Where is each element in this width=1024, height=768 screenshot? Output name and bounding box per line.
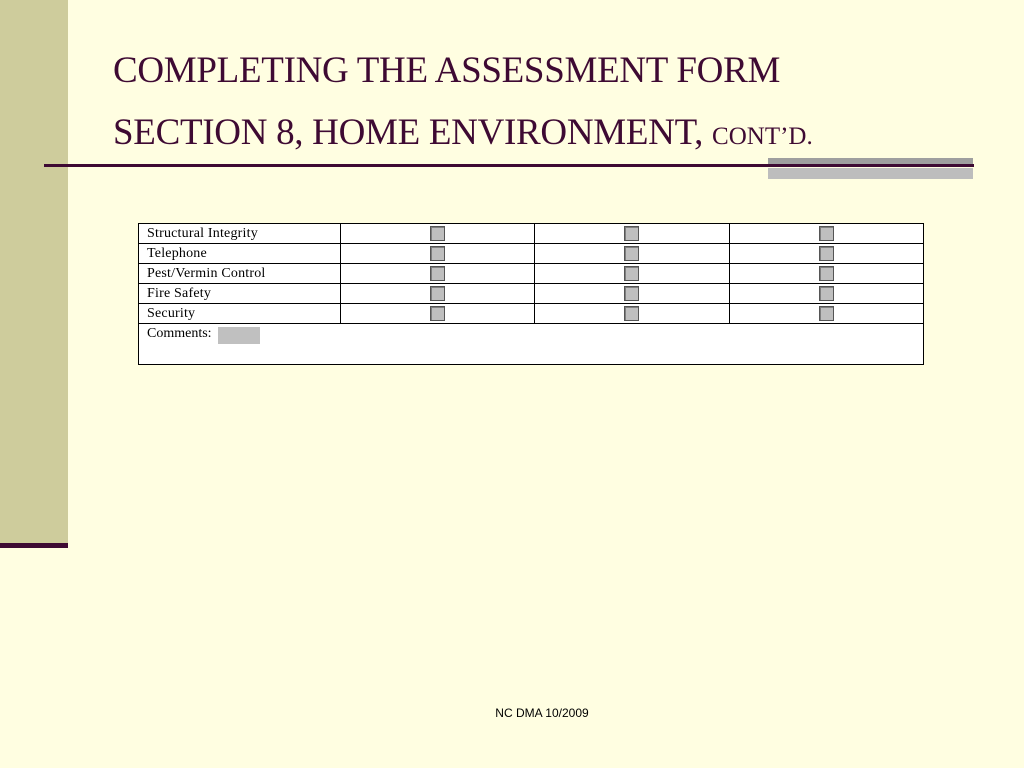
slide-title bbox=[113, 40, 813, 168]
checkbox-cell bbox=[729, 284, 923, 304]
row-label-fire-safety: Fire Safety bbox=[139, 284, 341, 304]
checkbox-cell bbox=[729, 244, 923, 264]
row-label-security: Security bbox=[139, 304, 341, 324]
security-checkbox-2[interactable] bbox=[624, 306, 639, 321]
structural-integrity-checkbox-3[interactable] bbox=[819, 226, 834, 241]
checkbox-cell bbox=[341, 224, 535, 244]
table-row bbox=[139, 264, 924, 284]
row-label-pest-vermin-control: Pest/Vermin Control bbox=[139, 264, 341, 284]
checkbox-cell bbox=[341, 304, 535, 324]
checkbox-cell bbox=[729, 224, 923, 244]
security-checkbox-1[interactable] bbox=[430, 306, 445, 321]
table-row bbox=[139, 304, 924, 324]
checkbox-cell bbox=[535, 244, 729, 264]
pest-vermin-control-checkbox-1[interactable] bbox=[430, 266, 445, 281]
left-band-rule bbox=[0, 543, 68, 548]
comments-cell bbox=[139, 324, 924, 365]
fire-safety-checkbox-2[interactable] bbox=[624, 286, 639, 301]
security-checkbox-3[interactable] bbox=[819, 306, 834, 321]
telephone-checkbox-2[interactable] bbox=[624, 246, 639, 261]
title-line-2-text: SECTION 8, HOME ENVIRONMENT, bbox=[113, 112, 704, 153]
structural-integrity-checkbox-2[interactable] bbox=[624, 226, 639, 241]
fire-safety-checkbox-1[interactable] bbox=[430, 286, 445, 301]
footer-text: NC DMA 10/2009 bbox=[495, 706, 589, 720]
table-row bbox=[139, 224, 924, 244]
left-decorative-band bbox=[0, 0, 68, 545]
home-environment-form bbox=[138, 223, 924, 365]
accent-bar bbox=[768, 158, 973, 164]
checkbox-cell bbox=[729, 264, 923, 284]
table-row bbox=[139, 244, 924, 264]
row-label-structural-integrity: Structural Integrity bbox=[139, 224, 341, 244]
comments-input[interactable] bbox=[218, 327, 260, 344]
checkbox-cell bbox=[729, 304, 923, 324]
checkbox-cell bbox=[341, 264, 535, 284]
comments-label: Comments: bbox=[147, 326, 212, 341]
structural-integrity-checkbox-1[interactable] bbox=[430, 226, 445, 241]
checkbox-cell bbox=[535, 284, 729, 304]
fire-safety-checkbox-3[interactable] bbox=[819, 286, 834, 301]
telephone-checkbox-3[interactable] bbox=[819, 246, 834, 261]
table-row bbox=[139, 284, 924, 304]
comments-row bbox=[139, 324, 924, 365]
title-line-2 bbox=[113, 102, 813, 168]
checkbox-cell bbox=[341, 244, 535, 264]
checkbox-cell bbox=[535, 264, 729, 284]
pest-vermin-control-checkbox-2[interactable] bbox=[624, 266, 639, 281]
title-suffix: CONT’D. bbox=[712, 123, 813, 150]
pest-vermin-control-checkbox-3[interactable] bbox=[819, 266, 834, 281]
title-divider bbox=[44, 164, 974, 167]
telephone-checkbox-1[interactable] bbox=[430, 246, 445, 261]
checkbox-cell bbox=[535, 304, 729, 324]
checkbox-cell bbox=[535, 224, 729, 244]
checkbox-cell bbox=[341, 284, 535, 304]
title-line-1: COMPLETING THE ASSESSMENT FORM bbox=[113, 50, 781, 91]
accent-bar-lower bbox=[768, 168, 973, 179]
row-label-telephone: Telephone bbox=[139, 244, 341, 264]
